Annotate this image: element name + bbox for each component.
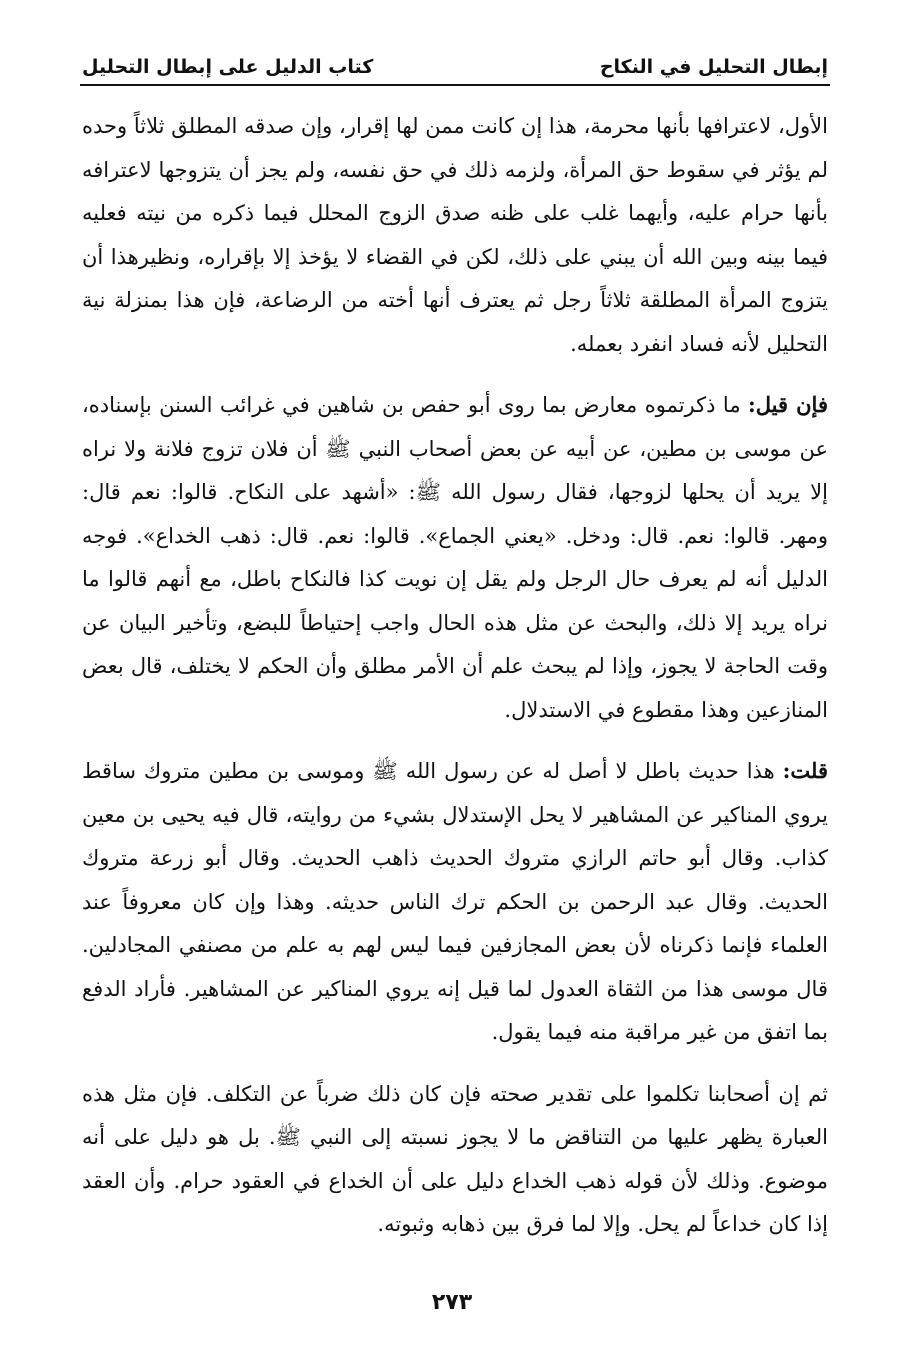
paragraph-lead: قلت: xyxy=(782,758,828,783)
paragraph xyxy=(82,1072,828,1247)
paragraph-text: ثم إن أصحابنا تكلموا على تقدير صحته فإن كان ذلك ضرباً عن التكلف. فإن مثل هذه العبارة يظهر عليها من التناقض ما لا يجوز نسبته إلى النبي ﷺ. بل هو دليل على أنه موضوع. وذلك لأن قوله ذهب الخداع دليل على أن الخداع في العقود حرام. وأن العقد إذا كان خداعاً لم يحل. وإلا لما فرق بين ذهابه وثبوته. xyxy=(82,1081,828,1236)
paragraph-text: ما ذكرتموه معارض بما روى أبو حفص بن شاهين في غرائب السنن بإسناده، عن موسى بن مطين، عن أبيه عن بعض أصحاب النبي ﷺ أن فلان تزوج فلانة ولا نراه إلا يريد أن يحلها لزوجها، فقال رسول الله ﷺ: «أشهد على النكاح. قالوا: نعم قال: ومهر. قالوا: نعم. قال: ودخل. «يعني الجماع». قالوا: نعم. قال: ذهب الخداع». فوجه الدليل أنه لم يعرف حال الرجل ولم يقل إن نويت كذا فالنكاح باطل، مع أنهم قالوا ما نراه يريد إلا ذلك، والبحث عن مثل هذه الحال واجب إحتياطاً للبضع، وتأخير البيان عن وقت الحاجة لا يجوز، وإذا لم يبحث علم أن الأمر مطلق وأن الحكم لا يختلف، قال بعض المنازعين وهذا مقطوع في الاستدلال. xyxy=(82,393,828,722)
header-chapter-title: إبطال التحليل في النكاح xyxy=(599,56,828,78)
paragraph xyxy=(82,104,828,366)
paragraph xyxy=(82,749,828,1055)
header-divider xyxy=(80,84,830,86)
paragraph-lead: فإن قيل: xyxy=(748,392,828,417)
header-book-title: كتاب الدليل على إبطال التحليل xyxy=(82,56,374,78)
paragraph-text: هذا حديث باطل لا أصل له عن رسول الله ﷺ وموسى بن مطين متروك ساقط يروي المناكير عن المشاهير لا يحل الإستدلال بشيء من روايته، قال فيه يحيى بن معين كذاب. وقال أبو حاتم الرازي متروك الحديث ذاهب الحديث. وقال أبو زرعة متروك الحديث. وقال عبد الرحمن بن الحكم ترك الناس حديثه. وهذا وإن كان معروفاً عند العلماء فإنما ذكرناه لأن بعض المجازفين فيما ليس لهم به علم من مصنفي المجادلين. قال موسى هذا من الثقاة العدول لما قيل إنه يروي المناكير عن المشاهير. فأراد الدفع بما اتفق من غير مراقبة منه فيما يقول. xyxy=(82,759,828,1044)
page-body xyxy=(82,104,828,1264)
running-header xyxy=(82,38,828,78)
page-number: ٢٧٣ xyxy=(431,1290,473,1315)
paragraph xyxy=(82,383,828,732)
paragraph-text: الأول، لاعترافها بأنها محرمة، هذا إن كانت ممن لها إقرار، وإن صدقه المطلق ثلاثاً وحده لم يؤثر في سقوط حق المرأة، ولزمه ذلك في حق نفسه، ولم يجز أن يتزوجها لاعترافه بأنها حرام عليه، وأيهما غلب على ظنه صدق الزوج المحلل فيما ذكره من نيته فعليه فيما بينه وبين الله أن يبني على ذلك، لكن في القضاء لا يؤخذ إلا بإقراره، ونظيرهذا أن يتزوج المرأة المطلقة ثلاثاً رجل ثم يعترف أنها أخته من الرضاعة، فإن هذا بمنزلة نية التحليل لأنه فساد انفرد بعمله. xyxy=(82,114,828,356)
